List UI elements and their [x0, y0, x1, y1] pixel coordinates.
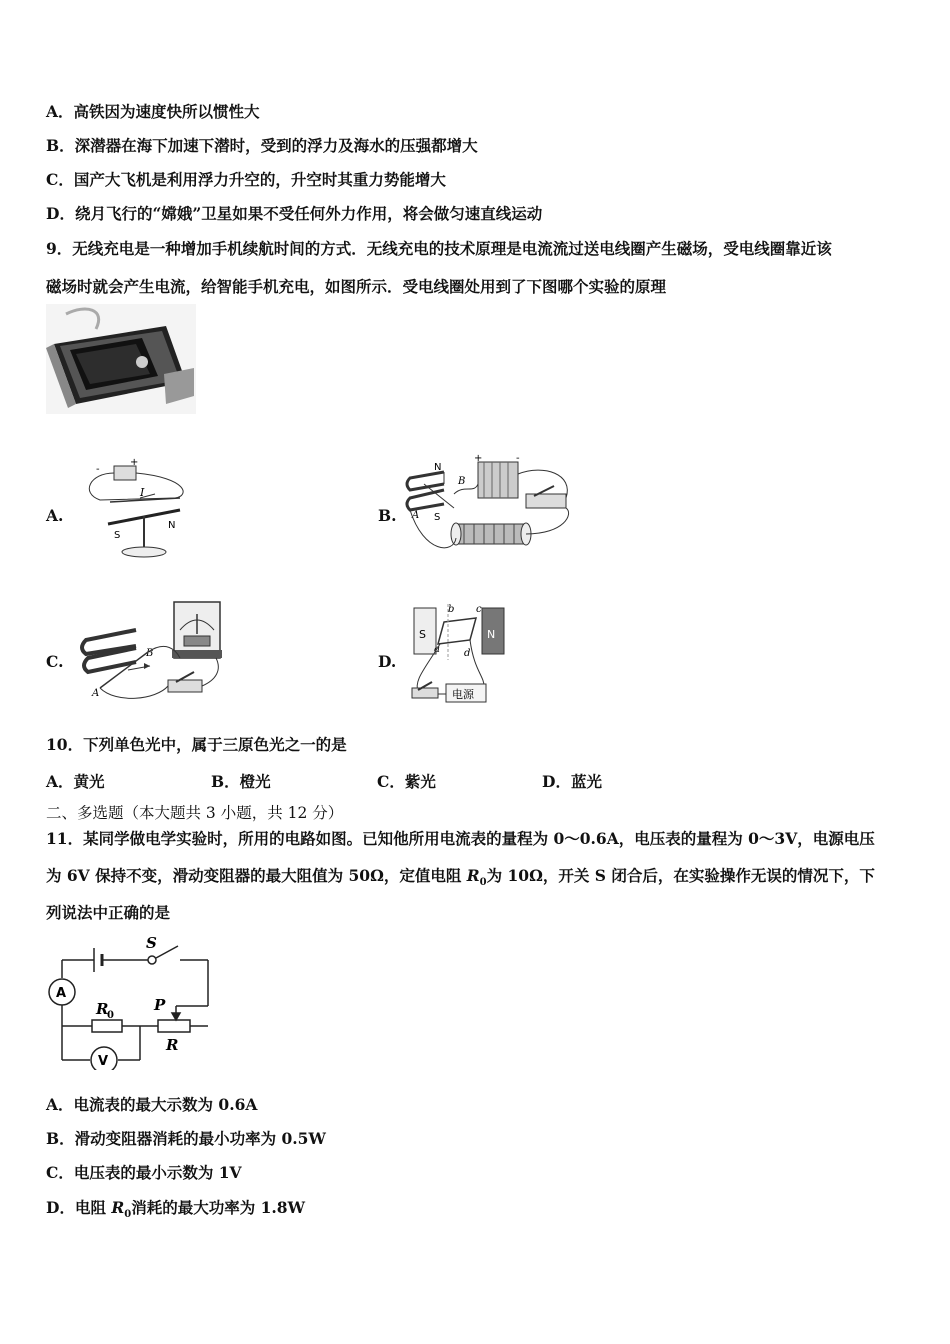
q11-option-d-r0: R — [111, 1198, 125, 1217]
fig-d-power-label: 电源 — [452, 688, 474, 701]
fig-d-b: b — [448, 604, 455, 615]
q9-label-c: C. — [46, 652, 64, 671]
q11-stem-line3: 列说法中正确的是 — [46, 903, 171, 922]
q10-option-c: C．紫光 — [377, 772, 436, 791]
q8-option-a: A．高铁因为速度快所以惯性大 — [46, 102, 260, 121]
q8-option-b: B．深潜器在海下加速下潜时，受到的浮力及海水的压强都增大 — [46, 136, 478, 155]
circuit-r0-subscript: 0 — [107, 1010, 114, 1021]
q11-r0-symbol: R — [466, 866, 480, 885]
fig-a-current: I — [140, 486, 145, 499]
fig-b-b: B — [458, 476, 466, 487]
q8-option-c: C．国产大飞机是利用浮力升空的，升空时其重力势能增大 — [46, 170, 446, 189]
fig-a-plus: + — [130, 458, 139, 468]
figure-c-galvanometer — [76, 600, 226, 708]
q9-stem-line2: 磁场时就会产生电流，给智能手机充电，如图所示．受电线圈处用到了下图哪个实验的原理 — [46, 277, 667, 296]
circuit-switch-label: S — [146, 934, 157, 952]
circuit-p-label: P — [154, 996, 166, 1014]
q11-circuit-diagram — [44, 930, 224, 1070]
q11-option-d-subscript: 0 — [124, 1209, 132, 1221]
fig-a-south: S — [114, 530, 121, 541]
q10-option-a: A．黄光 — [46, 772, 105, 791]
circuit-r0-label: R — [96, 1000, 109, 1018]
q11-r0-subscript: 0 — [479, 877, 487, 889]
voltmeter-symbol: V — [98, 1054, 109, 1069]
q11-option-a: A．电流表的最大示数为 0.6A — [46, 1095, 258, 1114]
fig-b-minus: - — [516, 454, 520, 464]
q9-label-b: B. — [378, 506, 397, 525]
fig-c-a: A — [92, 688, 100, 699]
q11-option-d-part2: 消耗的最大功率为 1.8W — [131, 1198, 305, 1217]
fig-b-n: N — [434, 462, 442, 473]
fig-d-n: N — [487, 628, 496, 641]
q11-option-b: B．滑动变阻器消耗的最小功率为 0.5W — [46, 1129, 326, 1148]
wireless-charger-photo — [46, 304, 196, 414]
fig-a-minus: - — [96, 464, 100, 475]
fig-c-b: B — [146, 648, 154, 659]
q10-option-d: D．蓝光 — [542, 772, 602, 791]
q10-stem: 10．下列单色光中，属于三原色光之一的是 — [46, 735, 347, 754]
figure-a-oersted — [80, 458, 200, 568]
fig-d-d: d — [464, 648, 471, 659]
q11-line2-part2: 为 10Ω，开关 S 闭合后，在实验操作无误的情况下，下 — [486, 866, 875, 885]
fig-b-plus: + — [474, 454, 483, 464]
fig-d-a: a — [434, 644, 440, 655]
figure-d-motor — [404, 600, 514, 710]
q11-stem-line1: 11．某同学做电学实验时，所用的电路如图。已知他所用电流表的量程为 0～0.6A，电压表的量程为 0～3V，电源电压 — [46, 829, 875, 848]
q9-label-a: A. — [46, 506, 64, 525]
fig-b-s: S — [434, 512, 441, 523]
q9-stem-line1: 9．无线充电是一种增加手机续航时间的方式．无线充电的技术原理是电流流过送电线圈产生磁场，受电线圈靠近该 — [46, 239, 832, 258]
q9-label-d: D. — [378, 652, 397, 671]
q11-option-d — [46, 1198, 305, 1225]
q10-option-b: B．橙光 — [211, 772, 271, 791]
fig-b-a: A — [412, 510, 420, 521]
q11-option-c: C．电压表的最小示数为 1V — [46, 1163, 242, 1182]
circuit-r-label: R — [166, 1036, 179, 1054]
fig-d-s: S — [419, 628, 426, 641]
figure-b-electromagnet — [404, 454, 576, 560]
q11-stem-line2 — [46, 866, 875, 893]
ammeter-symbol: A — [56, 986, 67, 1001]
q11-line2-part1: 为 6V 保持不变，滑动变阻器的最大阻值为 50Ω，定值电阻 — [46, 866, 467, 885]
fig-a-north: N — [168, 520, 176, 531]
q8-option-d: D．绕月飞行的“嫦娥”卫星如果不受任何外力作用，将会做匀速直线运动 — [46, 204, 543, 223]
fig-d-c: c — [476, 604, 482, 615]
section-2-heading: 二、多选题（本大题共 3 小题，共 12 分） — [46, 804, 344, 822]
q11-option-d-part1: D．电阻 — [46, 1198, 112, 1217]
